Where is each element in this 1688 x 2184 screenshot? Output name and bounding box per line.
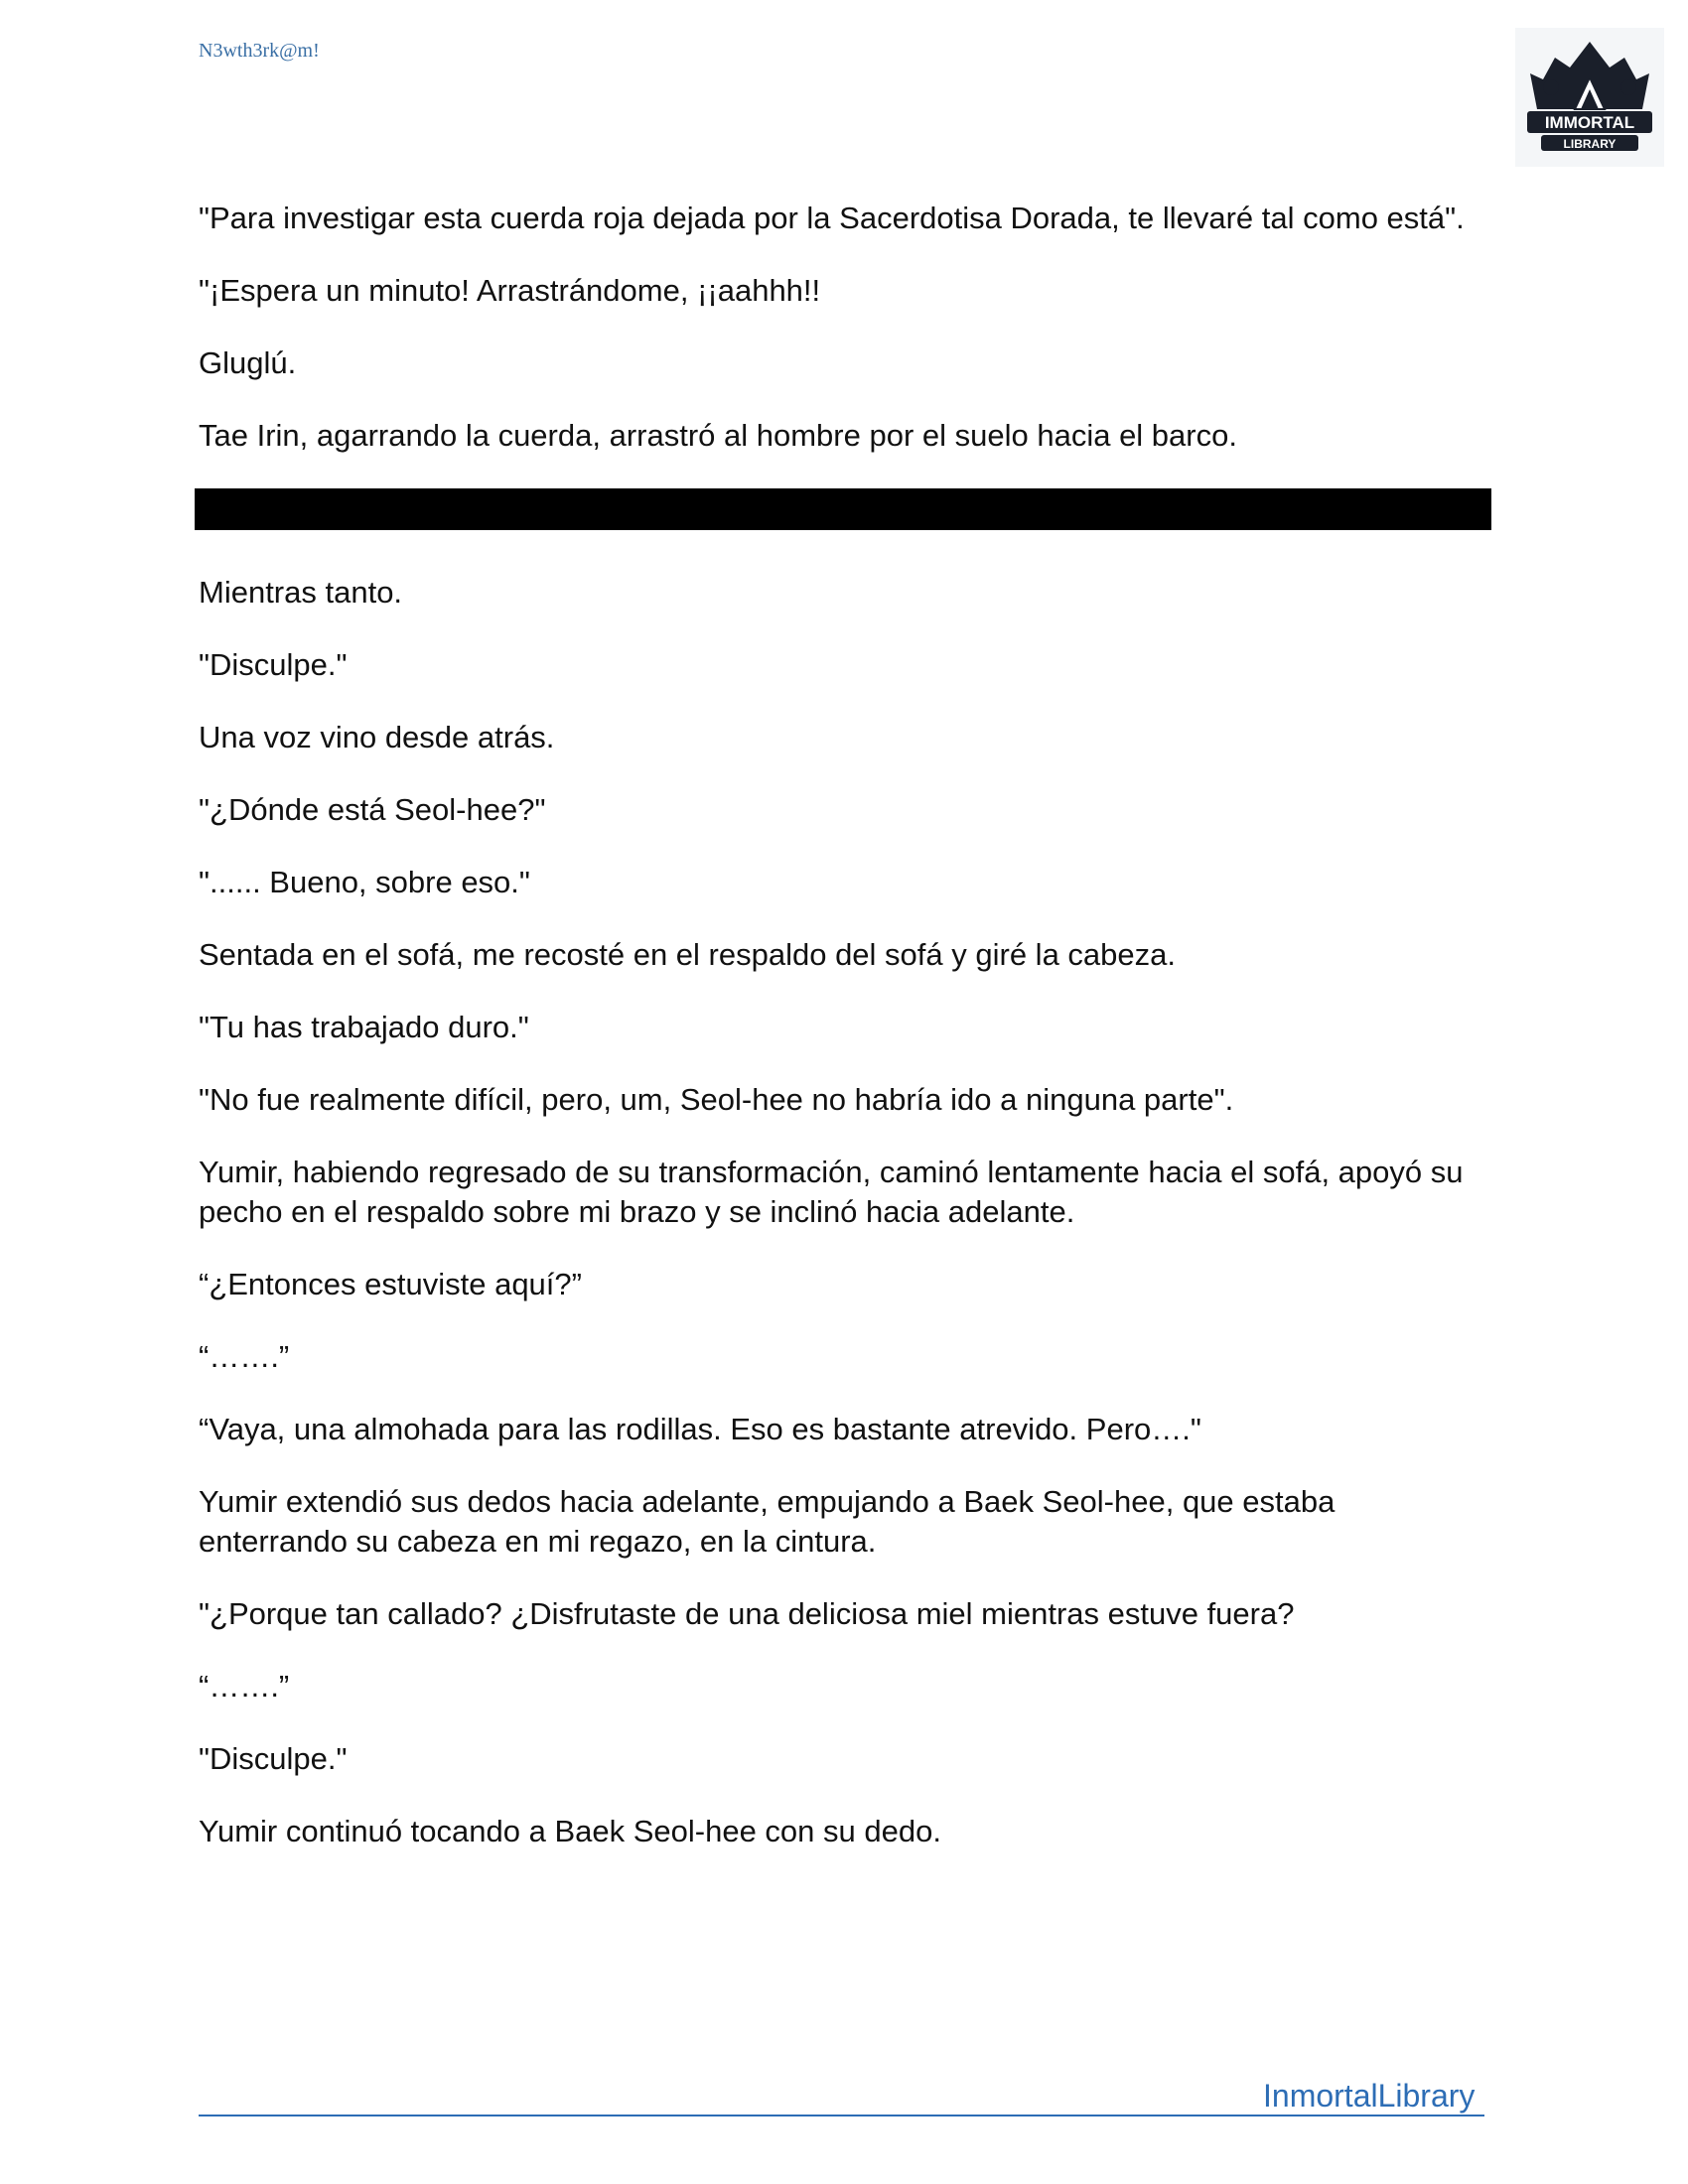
paragraph: Tae Irin, agarrando la cuerda, arrastró al hombre por el suelo hacia el barco. <box>199 418 1237 453</box>
svg-text:LIBRARY: LIBRARY <box>1563 137 1617 151</box>
footer-library-link[interactable]: InmortalLibrary <box>1263 2078 1476 2114</box>
paragraph: Yumir, habiendo regresado de su transformación, caminó lentamente hacia el sofá, apoyó su pecho en el respaldo sobre mi brazo y se inclinó hacia adelante. <box>199 1155 1473 1229</box>
paragraph: Gluglú. <box>199 345 297 380</box>
paragraph: "...... Bueno, sobre eso." <box>199 865 530 899</box>
paragraph: “Vaya, una almohada para las rodillas. Eso es bastante atrevido. Pero…." <box>199 1412 1201 1446</box>
paragraph: "Para investigar esta cuerda roja dejada por la Sacerdotisa Dorada, te llevaré tal como está". <box>199 201 1465 235</box>
paragraph: "¿Porque tan callado? ¿Disfrutaste de una deliciosa miel mientras estuve fuera? <box>199 1596 1295 1631</box>
paragraph: Yumir continuó tocando a Baek Seol-hee con su dedo. <box>199 1814 941 1848</box>
paragraph: “…….” <box>199 1339 290 1374</box>
page-content <box>199 199 1489 1884</box>
header-watermark-text: N3wth3rk@m! <box>199 40 320 62</box>
paragraph: "¡Espera un minuto! Arrastrándome, ¡¡aahhh!! <box>199 273 821 308</box>
footer-rule <box>199 2115 1484 2116</box>
paragraph: “…….” <box>199 1669 290 1704</box>
paragraph: "Disculpe." <box>199 647 348 682</box>
scene-divider-bar <box>195 488 1491 530</box>
immortal-library-logo <box>1515 28 1664 167</box>
paragraph: "Tu has trabajado duro." <box>199 1010 529 1044</box>
paragraph: "Disculpe." <box>199 1741 348 1776</box>
paragraph: Una voz vino desde atrás. <box>199 720 555 754</box>
paragraph: "¿Dónde está Seol-hee?" <box>199 792 546 827</box>
paragraph: Yumir extendió sus dedos hacia adelante, empujando a Baek Seol-hee, que estaba enterrando su cabeza en mi regazo, en la cintura. <box>199 1484 1343 1559</box>
paragraph: “¿Entonces estuviste aquí?” <box>199 1267 582 1301</box>
svg-text:IMMORTAL: IMMORTAL <box>1544 113 1635 132</box>
paragraph: Mientras tanto. <box>199 575 403 610</box>
paragraph: "No fue realmente difícil, pero, um, Seol-hee no habría ido a ninguna parte". <box>199 1082 1234 1117</box>
paragraph: Sentada en el sofá, me recosté en el respaldo del sofá y giré la cabeza. <box>199 937 1176 972</box>
